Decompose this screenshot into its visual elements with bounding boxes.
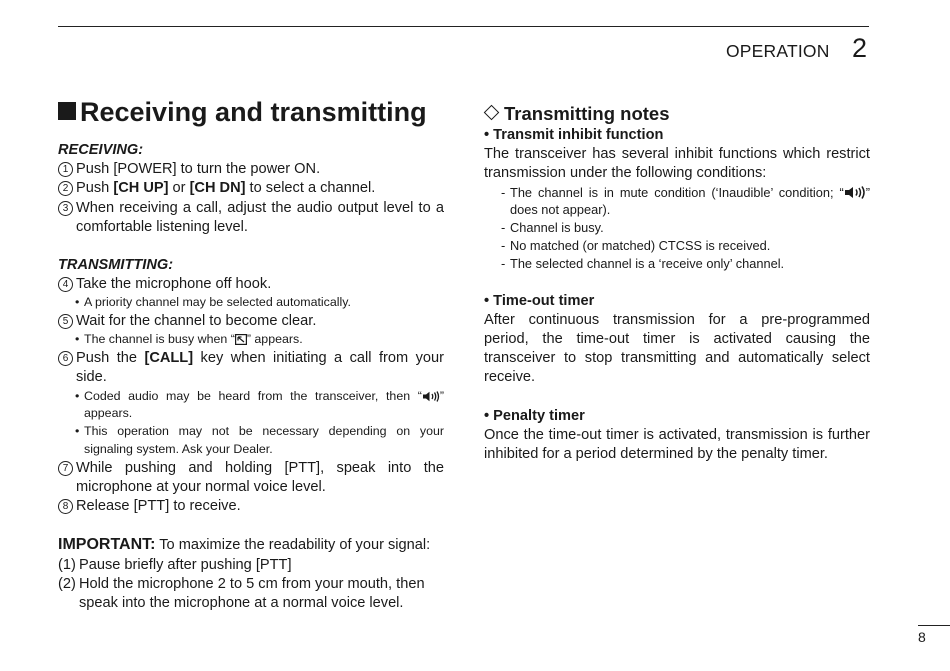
step-7 bbox=[58, 459, 444, 497]
footer-rule bbox=[918, 625, 950, 626]
header-rule bbox=[58, 26, 869, 27]
step-number: 6 bbox=[58, 351, 73, 366]
note-text: Coded audio may be heard from the transceiver, then “ bbox=[84, 388, 422, 403]
step-3 bbox=[58, 199, 444, 237]
key-ch-dn: [CH DN] bbox=[189, 180, 246, 197]
square-bullet-icon bbox=[58, 102, 76, 120]
inhibit-text: The transceiver has several inhibit functions which restrict transmission under the following conditions: bbox=[484, 146, 870, 182]
note-text: The channel is busy when “ bbox=[84, 332, 235, 347]
step-text: Push bbox=[76, 180, 114, 197]
timeout-heading: • Time-out timer bbox=[484, 292, 595, 309]
note-coded-audio bbox=[58, 388, 444, 424]
step-text: key when initiating a call from your side. bbox=[76, 350, 444, 386]
page-title bbox=[58, 97, 427, 128]
item-marker: (1) bbox=[58, 556, 76, 573]
note-priority: • A priority channel may be selected automatically. bbox=[58, 294, 444, 312]
step-number: 1 bbox=[58, 162, 73, 177]
left-column bbox=[58, 141, 444, 613]
condition-receive-only: - The selected channel is a ‘receive only’ channel. bbox=[484, 255, 870, 273]
receiving-heading: RECEIVING: bbox=[58, 142, 144, 158]
step-text: Push the bbox=[76, 350, 145, 367]
step-5 bbox=[58, 312, 444, 331]
step-number: 2 bbox=[58, 181, 73, 196]
important-item-2 bbox=[58, 575, 444, 613]
penalty-heading: • Penalty timer bbox=[484, 407, 585, 424]
page-number: 8 bbox=[918, 629, 926, 645]
inhibit-heading: • Transmit inhibit function bbox=[484, 127, 664, 143]
step-8 bbox=[58, 497, 444, 516]
step-text: Push [POWER] to turn the power ON. bbox=[76, 161, 321, 178]
speaker-audio-icon bbox=[844, 186, 866, 199]
speaker-audio-icon bbox=[422, 391, 440, 402]
condition-mute bbox=[484, 184, 870, 220]
condition-busy: - Channel is busy. bbox=[484, 219, 870, 237]
item-marker: (2) bbox=[58, 575, 76, 592]
step-number: 8 bbox=[58, 499, 73, 514]
step-number: 7 bbox=[58, 461, 73, 476]
step-number: 3 bbox=[58, 201, 73, 216]
item-text: Pause briefly after pushing [PTT] bbox=[79, 556, 292, 573]
right-column bbox=[484, 102, 870, 464]
spacer bbox=[484, 388, 870, 407]
important-line bbox=[58, 535, 444, 555]
timeout-text: After continuous transmission for a pre-programmed period, the time-out timer is activated causing the transceiver to stop transmitting and automatically select receive. bbox=[484, 311, 870, 386]
condition-ctcss: - No matched (or matched) CTCSS is received. bbox=[484, 237, 870, 255]
key-call: [CALL] bbox=[144, 350, 194, 367]
step-6 bbox=[58, 349, 444, 387]
step-text: When receiving a call, adjust the audio output level to a comfortable listening level. bbox=[76, 199, 444, 235]
condition-text: ” does not appear). bbox=[510, 184, 870, 218]
page-title-text: Receiving and transmitting bbox=[80, 97, 427, 127]
condition-text: The channel is in mute condition (‘Inaudible’ condition; “ bbox=[510, 184, 844, 200]
penalty-text: Once the time-out timer is activated, transmission is further inhibited for a period determined by the penalty timer. bbox=[484, 426, 870, 463]
step-4 bbox=[58, 275, 444, 294]
note-busy bbox=[58, 331, 444, 349]
important-text: To maximize the readability of your signal: bbox=[155, 537, 431, 554]
item-text: Hold the microphone 2 to 5 cm from your mouth, then speak into the microphone at a normal voice level. bbox=[79, 575, 425, 612]
step-text: While pushing and holding [PTT], speak into the microphone at your normal voice level. bbox=[76, 459, 444, 496]
key-ch-up: [CH UP] bbox=[113, 180, 169, 197]
section-label: OPERATION bbox=[726, 41, 830, 61]
section-heading-text: Transmitting notes bbox=[504, 103, 670, 124]
step-text: or bbox=[168, 180, 190, 197]
note-signaling: • This operation may not be necessary depending on your signaling system. Ask your Dealer. bbox=[58, 423, 444, 459]
step-text: Take the microphone off hook. bbox=[76, 276, 272, 293]
important-label: IMPORTANT: bbox=[58, 536, 156, 554]
step-text: Release [PTT] to receive. bbox=[76, 498, 241, 515]
spacer bbox=[58, 237, 444, 256]
spacer bbox=[58, 516, 444, 535]
transmitting-notes-heading bbox=[484, 102, 870, 126]
step-1 bbox=[58, 160, 444, 179]
chapter-number: 2 bbox=[852, 33, 868, 63]
spacer bbox=[484, 273, 870, 292]
step-text: Wait for the channel to become clear. bbox=[76, 313, 317, 330]
step-2 bbox=[58, 179, 444, 198]
transmitting-heading: TRANSMITTING: bbox=[58, 257, 174, 274]
diamond-icon bbox=[484, 105, 500, 121]
important-item-1 bbox=[58, 556, 444, 575]
step-number: 4 bbox=[58, 277, 73, 292]
step-number: 5 bbox=[58, 314, 73, 329]
busy-indicator-icon bbox=[235, 334, 247, 345]
step-text: to select a channel. bbox=[245, 180, 376, 197]
note-text: ” appears. bbox=[246, 332, 303, 347]
note-text: ” appears. bbox=[84, 388, 444, 421]
